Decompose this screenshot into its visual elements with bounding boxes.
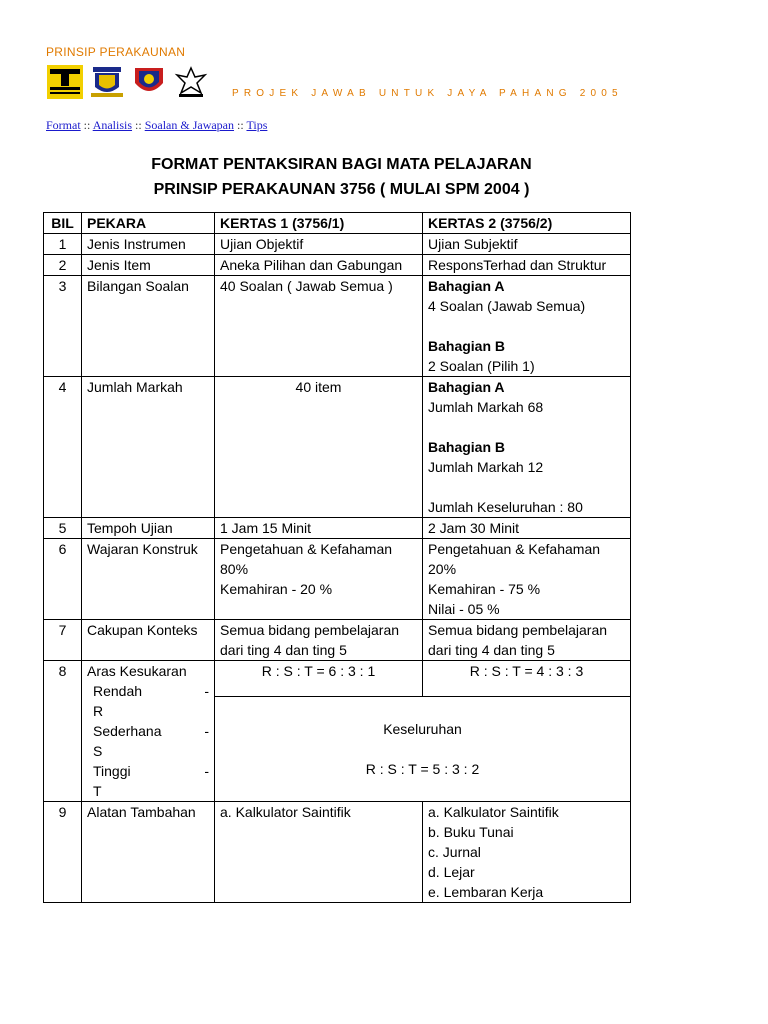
cell-kertas-2 <box>423 276 631 377</box>
difficulty-levels <box>87 681 209 801</box>
cell-bil: 7 <box>44 620 82 661</box>
assessment-format-table <box>43 212 631 903</box>
cell-kertas-1: 40 item <box>215 377 423 518</box>
section-heading: Bahagian B <box>428 439 506 455</box>
header-kertas-1: KERTAS 1 (3756/1) <box>215 213 423 234</box>
table-row <box>44 802 631 903</box>
table-row <box>44 377 631 518</box>
overall-label: Keseluruhan <box>383 721 462 738</box>
table-row <box>44 661 631 697</box>
cell-bil: 4 <box>44 377 82 518</box>
cell-kertas-1: R : S : T = 6 : 3 : 1 <box>215 661 423 697</box>
tool-item: c. Jurnal <box>428 844 481 860</box>
section-text: Jumlah Keseluruhan : 80 <box>428 499 583 515</box>
tool-item: e. Lembaran Kerja <box>428 884 544 900</box>
cell-pekara: Wajaran Konstruk <box>82 539 215 620</box>
level-sederhana: Sederhana - <box>93 723 209 739</box>
table-row <box>44 234 631 255</box>
weight-line: Kemahiran - 20 % <box>220 581 333 597</box>
nav-link-soalan-jawapan[interactable]: Soalan & Jawapan <box>144 118 235 132</box>
title-line-1: FORMAT PENTAKSIRAN BAGI MATA PELAJARAN <box>151 156 532 173</box>
section-heading: Bahagian A <box>428 278 505 294</box>
header-bil: BIL <box>44 213 82 234</box>
eagle-crest-logo <box>173 65 209 99</box>
cell-kertas-2 <box>423 802 631 903</box>
cell-kertas-1: 40 Soalan ( Jawab Semua ) <box>215 276 423 377</box>
level-code: S <box>93 743 103 759</box>
cell-kertas-1 <box>215 539 423 620</box>
cell-pekara: Alatan Tambahan <box>82 802 215 903</box>
header-pekara: PEKARA <box>82 213 215 234</box>
weight-line: Nilai - 05 % <box>428 601 500 617</box>
nav-link-tips[interactable]: Tips <box>246 118 268 132</box>
level-rendah: Rendah - <box>93 683 209 699</box>
weight-line: Kemahiran - 75 % <box>428 581 541 597</box>
cell-bil: 6 <box>44 539 82 620</box>
cell-kertas-2: Semua bidang pembelajaran dari ting 4 dan ting 5 <box>423 620 631 661</box>
shield-logo <box>131 65 167 99</box>
logo-strip <box>47 64 209 100</box>
section-heading: Bahagian A <box>428 379 505 395</box>
cell-pekara: Jumlah Markah <box>82 377 215 518</box>
section-text: Jumlah Markah 12 <box>428 459 544 475</box>
table-row <box>44 539 631 620</box>
page-title <box>0 152 683 202</box>
cell-kertas-1: Semua bidang pembelajaran dari ting 4 dan ting 5 <box>215 620 423 661</box>
header-kertas-2: KERTAS 2 (3756/2) <box>423 213 631 234</box>
cell-kertas-2: ResponsTerhad dan Struktur <box>423 255 631 276</box>
cell-kertas-2: R : S : T = 4 : 3 : 3 <box>423 661 631 697</box>
pendidikan-pahang-logo <box>47 65 83 99</box>
cell-bil: 8 <box>44 661 82 802</box>
nav-separator: :: <box>237 118 244 132</box>
subject-title: PRINSIP PERAKAUNAN <box>46 45 186 59</box>
cell-pekara: Tempoh Ujian <box>82 518 215 539</box>
section-text: 4 Soalan (Jawab Semua) <box>428 298 586 314</box>
table-row <box>44 518 631 539</box>
section-text: Jumlah Markah 68 <box>428 399 544 415</box>
table-header-row <box>44 213 631 234</box>
cell-pekara: Cakupan Konteks <box>82 620 215 661</box>
project-tagline: PROJEK JAWAB UNTUK JAYA PAHANG 2005 <box>232 88 623 99</box>
nav-link-format[interactable]: Format <box>46 118 81 132</box>
tool-item: b. Buku Tunai <box>428 824 514 840</box>
level-code: R <box>93 703 104 719</box>
nav-separator: :: <box>135 118 142 132</box>
table-row <box>44 276 631 377</box>
cell-kertas-2: Ujian Subjektif <box>423 234 631 255</box>
cell-pekara: Bilangan Soalan <box>82 276 215 377</box>
table-row <box>44 620 631 661</box>
cell-kertas-2 <box>423 539 631 620</box>
cell-pekara <box>82 661 215 802</box>
crest-logo <box>89 65 125 99</box>
cell-pekara: Jenis Item <box>82 255 215 276</box>
section-heading: Bahagian B <box>428 338 506 354</box>
cell-kertas-1: 1 Jam 15 Minit <box>215 518 423 539</box>
title-line-2: PRINSIP PERAKAUNAN 3756 ( MULAI SPM 2004 ) <box>153 181 530 198</box>
cell-pekara: Jenis Instrumen <box>82 234 215 255</box>
tool-item: a. Kalkulator Saintifik <box>428 804 559 820</box>
nav-links <box>46 118 267 133</box>
aras-label: Aras Kesukaran <box>87 663 187 679</box>
cell-bil: 9 <box>44 802 82 903</box>
cell-kertas-1: Aneka Pilihan dan Gabungan <box>215 255 423 276</box>
cell-overall <box>215 697 631 802</box>
cell-bil: 5 <box>44 518 82 539</box>
cell-bil: 3 <box>44 276 82 377</box>
weight-line: Pengetahuan & Kefahaman 80% <box>220 541 393 577</box>
cell-bil: 2 <box>44 255 82 276</box>
overall-ratio: R : S : T = 5 : 3 : 2 <box>365 761 480 778</box>
cell-kertas-1: Ujian Objektif <box>215 234 423 255</box>
table-row <box>44 255 631 276</box>
cell-kertas-2: 2 Jam 30 Minit <box>423 518 631 539</box>
cell-bil: 1 <box>44 234 82 255</box>
tool-item: d. Lejar <box>428 864 475 880</box>
level-code: T <box>93 783 102 799</box>
cell-kertas-1: a. Kalkulator Saintifik <box>215 802 423 903</box>
level-tinggi: Tinggi - <box>93 763 209 779</box>
cell-kertas-2 <box>423 377 631 518</box>
section-text: 2 Soalan (Pilih 1) <box>428 358 535 374</box>
weight-line: Pengetahuan & Kefahaman 20% <box>428 541 601 577</box>
nav-link-analisis[interactable]: Analisis <box>92 118 133 132</box>
nav-separator: :: <box>83 118 91 132</box>
